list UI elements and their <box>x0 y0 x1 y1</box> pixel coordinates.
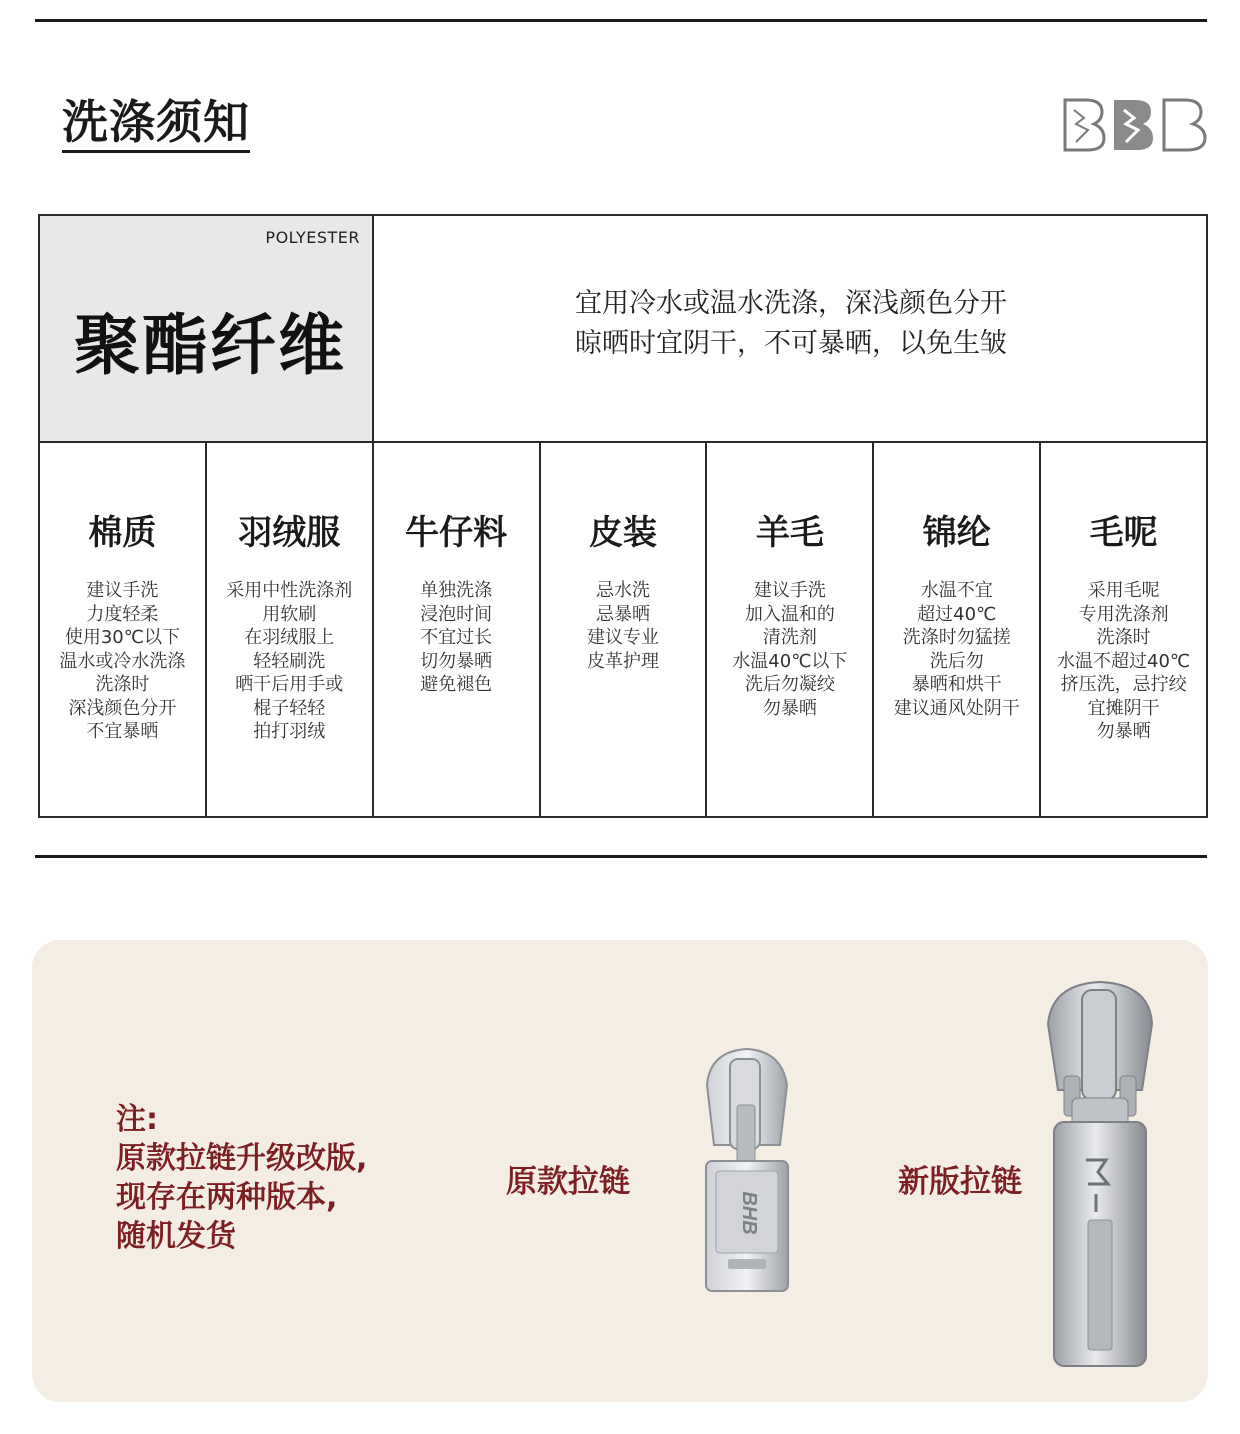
fabric-care-line: 水温不超过40℃ <box>1057 650 1191 672</box>
fabric-care-line: 洗后勿凝绞 <box>744 674 835 695</box>
note-line: 随机发货 <box>116 1219 236 1254</box>
fabric-cell <box>40 443 207 816</box>
fabric-care-line: 用软刷 <box>262 603 317 625</box>
fabric-row <box>40 443 1206 816</box>
fabric-care-line: 避免褪色 <box>420 674 493 695</box>
fabric-care-line: 轻轻刷洗 <box>253 650 326 672</box>
zipper-note <box>116 1100 367 1256</box>
fabric-care-text <box>1041 579 1206 744</box>
fabric-care-line: 宜摊阴干 <box>1087 697 1160 719</box>
original-zipper-image <box>692 1045 802 1295</box>
fabric-care-text <box>207 579 372 744</box>
fabric-care-line: 水温40℃以下 <box>732 650 848 672</box>
fabric-care-line: 浸泡时间 <box>420 603 493 625</box>
fabric-name: 羽绒服 <box>238 513 341 553</box>
fabric-name: 皮装 <box>589 513 657 553</box>
polyester-desc-line: 晾晒时宜阴干，不可暴晒，以免生皱 <box>575 327 1007 359</box>
top-divider <box>35 19 1207 22</box>
fabric-care-line: 晒干后用手或 <box>235 674 344 695</box>
polyester-row <box>40 216 1206 443</box>
note-line: 原款拉链升级改版, <box>116 1141 368 1176</box>
fabric-cell <box>207 443 374 816</box>
fabric-care-line: 建议通风处阴干 <box>893 697 1020 719</box>
fabric-care-text <box>707 579 872 720</box>
fabric-care-line: 建议手洗 <box>86 580 159 601</box>
polyester-desc-line: 宜用冷水或温水洗涤，深浅颜色分开 <box>575 287 1007 319</box>
fabric-care-line: 挤压洗，忌拧绞 <box>1060 674 1187 695</box>
fabric-care-line: 暴晒和烘干 <box>911 674 1002 695</box>
fabric-care-line: 拍打羽绒 <box>253 721 326 742</box>
fabric-care-text <box>541 579 706 673</box>
page-title: 洗涤须知 <box>62 96 250 153</box>
fabric-care-line: 使用30℃以下 <box>64 627 180 648</box>
fabric-name: 棉质 <box>88 513 157 553</box>
new-zipper-image <box>1042 980 1157 1372</box>
fabric-cell <box>374 443 541 816</box>
svg-text:BHB: BHB <box>738 1191 760 1235</box>
zipper-note-panel <box>32 940 1208 1402</box>
fabric-care-line: 专用洗涤剂 <box>1078 603 1169 625</box>
fabric-care-line: 棍子轻轻 <box>253 697 326 719</box>
brand-logo <box>1062 98 1210 152</box>
polyester-description <box>376 216 1206 441</box>
fabric-cell <box>874 443 1041 816</box>
fabric-name: 牛仔料 <box>405 513 508 553</box>
fabric-care-text <box>374 579 539 697</box>
fabric-care-line: 力度轻柔 <box>86 603 159 625</box>
polyester-name-cn: 聚酯纤维 <box>74 307 346 384</box>
fabric-care-line: 单独洗涤 <box>420 580 493 601</box>
original-zipper-label: 原款拉链 <box>506 1164 630 1200</box>
fabric-care-line: 水温不宜 <box>920 580 993 601</box>
fabric-care-line: 皮革护理 <box>587 650 659 672</box>
fabric-name: 羊毛 <box>755 513 824 553</box>
fabric-care-text <box>40 579 205 744</box>
note-line: 注: <box>116 1102 158 1137</box>
fabric-care-line: 不宜暴晒 <box>86 721 159 742</box>
note-line: 现存在两种版本, <box>116 1180 338 1215</box>
fabric-care-line: 建议手洗 <box>753 580 826 601</box>
fabric-care-line: 温水或冷水洗涤 <box>59 650 186 672</box>
fabric-care-line: 忌暴晒 <box>596 603 650 625</box>
fabric-care-line: 洗涤时 <box>1096 627 1151 648</box>
fabric-cell <box>1041 443 1206 816</box>
fabric-care-text <box>874 579 1039 720</box>
new-zipper-label: 新版拉链 <box>898 1164 1022 1200</box>
fabric-care-line: 在羽绒服上 <box>244 627 335 648</box>
fabric-cell <box>707 443 874 816</box>
middle-divider <box>35 855 1207 858</box>
fabric-care-line: 加入温和的 <box>744 603 835 625</box>
fabric-care-line: 不宜过长 <box>420 627 493 648</box>
fabric-care-line: 采用毛呢 <box>1087 580 1160 601</box>
fabric-care-line: 勿暴晒 <box>762 697 817 719</box>
fabric-care-line: 超过40℃ <box>917 603 997 625</box>
fabric-care-line: 勿暴晒 <box>1096 721 1151 742</box>
fabric-care-line: 建议专业 <box>587 627 659 648</box>
polyester-name-en: POLYESTER <box>265 228 360 247</box>
care-table <box>38 214 1208 818</box>
fabric-care-line: 切勿暴晒 <box>420 650 493 672</box>
fabric-care-line: 深浅颜色分开 <box>68 697 177 719</box>
fabric-care-line: 清洗剂 <box>762 627 817 648</box>
fabric-care-line: 洗后勿 <box>929 650 984 672</box>
fabric-care-line: 采用中性洗涤剂 <box>226 580 353 601</box>
fabric-care-line: 洗涤时勿猛搓 <box>902 627 1011 648</box>
fabric-care-line: 洗涤时 <box>95 674 150 695</box>
fabric-cell <box>541 443 708 816</box>
polyester-cell <box>40 216 374 441</box>
fabric-name: 锦纶 <box>922 513 991 553</box>
fabric-care-line: 忌水洗 <box>596 580 650 601</box>
fabric-name: 毛呢 <box>1089 513 1158 553</box>
